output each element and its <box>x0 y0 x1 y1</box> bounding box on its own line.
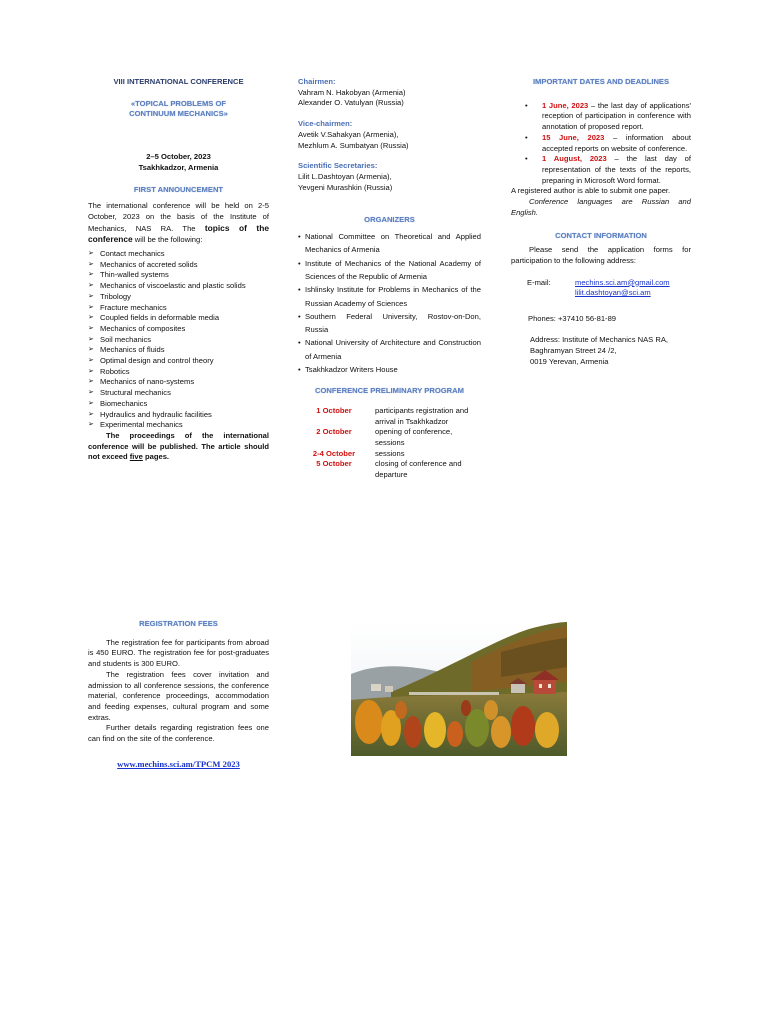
deadline-text: – information about accepted reports on website of conference. <box>542 132 691 153</box>
topic-item: ➢ Biomechanics <box>88 399 269 410</box>
chairman-1: Vahram N. Hakobyan (Armenia) <box>298 87 406 97</box>
fees-paragraph-3: Further details regarding registration fees one can find on the site of the conference. <box>88 723 269 744</box>
topic-item: ➢ Mechanics of fluids <box>88 345 269 356</box>
chairman-2: Alexander O. Vatulyan (Russia) <box>298 98 404 108</box>
program-description: closing of conference and departure <box>375 459 462 480</box>
topic-item: ➢ Thin-walled systems <box>88 270 269 281</box>
intro-paragraph: The international conference will be held on 2-5 October, 2023 on the basis of the Institute of Mechanics, NAS RA. The topics of the conference will be the following: <box>88 201 269 245</box>
program-heading: CONFERENCE PRELIMINARY PROGRAM <box>315 386 464 396</box>
fees-paragraph-2: The registration fees cover invitation and admission to all conference sessions, the conference material, conference proceedings, accommodation and feeding expenses, cultural program and some extras. <box>88 669 269 722</box>
middle-column <box>298 77 481 481</box>
deadline-date: 1 August, 2023 <box>542 154 607 164</box>
topic-item: ➢ Tribology <box>88 292 269 303</box>
program-date: 1 October <box>316 406 352 415</box>
bullet-icon: • <box>525 154 528 164</box>
topic-item: ➢ Optimal design and control theory <box>88 356 269 367</box>
email-link-1[interactable]: mechins.sci.am@gmail.com <box>575 277 670 287</box>
program-list <box>298 406 481 481</box>
organizer-item: • Institute of Mechanics of the National Academy of Sciences of the Republic of Armenia <box>298 257 481 284</box>
email-label: E-mail: <box>527 277 551 287</box>
topic-item: ➢ Mechanics of accreted solids <box>88 260 269 271</box>
email-block <box>511 278 691 300</box>
program-description: sessions <box>375 448 405 458</box>
fees-heading: REGISTRATION FEES <box>139 619 218 628</box>
deadlines-list <box>511 101 691 187</box>
languages-note: Conference languages are Russian and English. <box>511 197 691 217</box>
vice-chairman-1: Avetik V.Sahakyan (Armenia), <box>298 129 399 139</box>
vice-chairmen-label: Vice-chairmen: <box>298 119 353 129</box>
topic-item: ➢ Mechanics of composites <box>88 324 269 335</box>
address-line-3: 0019 Yerevan, Armenia <box>530 356 609 366</box>
chairmen-label: Chairmen: <box>298 77 336 86</box>
conference-date: 2–5 October, 2023 <box>146 152 211 162</box>
topic-line-1: «TOPICAL PROBLEMS OF <box>130 98 227 108</box>
fees-section <box>88 619 269 770</box>
topics-list <box>88 249 269 431</box>
topic-item: ➢ Mechanics of nano-systems <box>88 377 269 388</box>
address-line-2: Baghramyan Street 24 /2, <box>530 345 617 355</box>
topic-item: ➢ Structural mechanics <box>88 388 269 399</box>
organizers-list <box>298 230 481 376</box>
dates-heading: IMPORTANT DATES AND DEADLINES <box>532 77 670 86</box>
organizer-item: • National Committee on Theoretical and Applied Mechanics of Armenia <box>298 230 481 257</box>
right-column <box>511 77 691 367</box>
topic-item: ➢ Soil mechanics <box>88 335 269 346</box>
deadline-item <box>511 154 691 186</box>
deadline-text: – the last day of applications' reception of participation in conference with annotation of proposed report. <box>542 100 691 132</box>
program-description: participants registration and arrival in Tsakhkadzor <box>375 406 469 426</box>
topic-item: ➢ Contact mechanics <box>88 249 269 260</box>
topic-line-2: CONTINUUM MECHANICS» <box>129 109 228 119</box>
deadline-item <box>511 101 691 133</box>
topic-item: ➢ Mechanics of viscoelastic and plastic solids <box>88 281 269 292</box>
website-link[interactable]: www.mechins.sci.am/TPCM 2023 <box>117 758 240 769</box>
deadline-date: 1 June, 2023 <box>542 100 589 110</box>
deadline-item <box>511 133 691 154</box>
program-row <box>298 449 481 460</box>
bullet-icon: • <box>525 100 528 110</box>
landscape-photo <box>351 622 567 756</box>
website-link-wrap <box>88 759 269 771</box>
proceedings-note: The proceedings of the international conference will be published. The article should not exceed five pages. <box>88 430 269 462</box>
secretary-2: Yevgeni Murashkin (Russia) <box>298 182 393 192</box>
secretary-1: Lilit L.Dashtoyan (Armenia), <box>298 171 392 181</box>
secretaries-label: Scientific Secretaries: <box>298 161 378 171</box>
organizer-item: • National University of Architecture and Construction of Armenia <box>298 336 481 363</box>
conference-place: Tsakhkadzor, Armenia <box>138 162 219 172</box>
program-row <box>298 427 481 448</box>
contact-heading: CONTACT INFORMATION <box>555 231 647 241</box>
email-link-2[interactable]: lilit.dashtoyan@sci.am <box>575 288 651 298</box>
topic-item: ➢ Hydraulics and hydraulic facilities <box>88 410 269 421</box>
deadline-text: – the last day of representation of the texts of the reports, preparing in Microsoft Word format. <box>542 154 691 185</box>
first-announcement-heading: FIRST ANNOUNCEMENT <box>133 184 224 194</box>
program-date: 5 October <box>316 459 352 469</box>
organizer-item: • Tsakhkadzor Writers House <box>298 363 481 376</box>
vice-chairman-2: Mezhlum A. Sumbatyan (Russia) <box>298 140 409 150</box>
organizer-item: • Ishlinsky Institute for Problems in Mechanics of the Russian Academy of Sciences <box>298 283 481 310</box>
program-row <box>298 406 481 427</box>
conference-title: VIII INTERNATIONAL CONFERENCE <box>113 77 244 86</box>
topic-item: ➢ Experimental mechanics <box>88 420 269 431</box>
address-line-1: Address: Institute of Mechanics NAS RA, <box>530 335 669 345</box>
one-paper-note: A registered author is able to submit one paper. <box>511 186 671 196</box>
fees-paragraph-1: The registration fee for participants from abroad is 450 EURO. The registration fee for post-graduates and students is 300 EURO. <box>88 637 269 669</box>
topic-item: ➢ Robotics <box>88 367 269 378</box>
contact-text: Please send the application forms for participation to the following address: <box>511 245 691 265</box>
bullet-icon: • <box>525 132 528 142</box>
organizers-heading: ORGANIZERS <box>364 215 415 225</box>
deadline-date: 15 June, 2023 <box>542 132 605 142</box>
left-column <box>88 77 269 463</box>
topic-item: ➢ Coupled fields in deformable media <box>88 313 269 324</box>
program-date: 2 October <box>316 427 352 437</box>
organizer-item: • Southern Federal University, Rostov-on-Don, Russia <box>298 310 481 337</box>
program-description: opening of conference, sessions <box>375 427 453 448</box>
phones: Phones: +37410 56-81-89 <box>528 313 617 323</box>
topic-item: ➢ Fracture mechanics <box>88 303 269 314</box>
program-date: 2-4 October <box>312 448 356 458</box>
autumn-hills-image <box>351 622 567 756</box>
program-row <box>298 459 481 480</box>
